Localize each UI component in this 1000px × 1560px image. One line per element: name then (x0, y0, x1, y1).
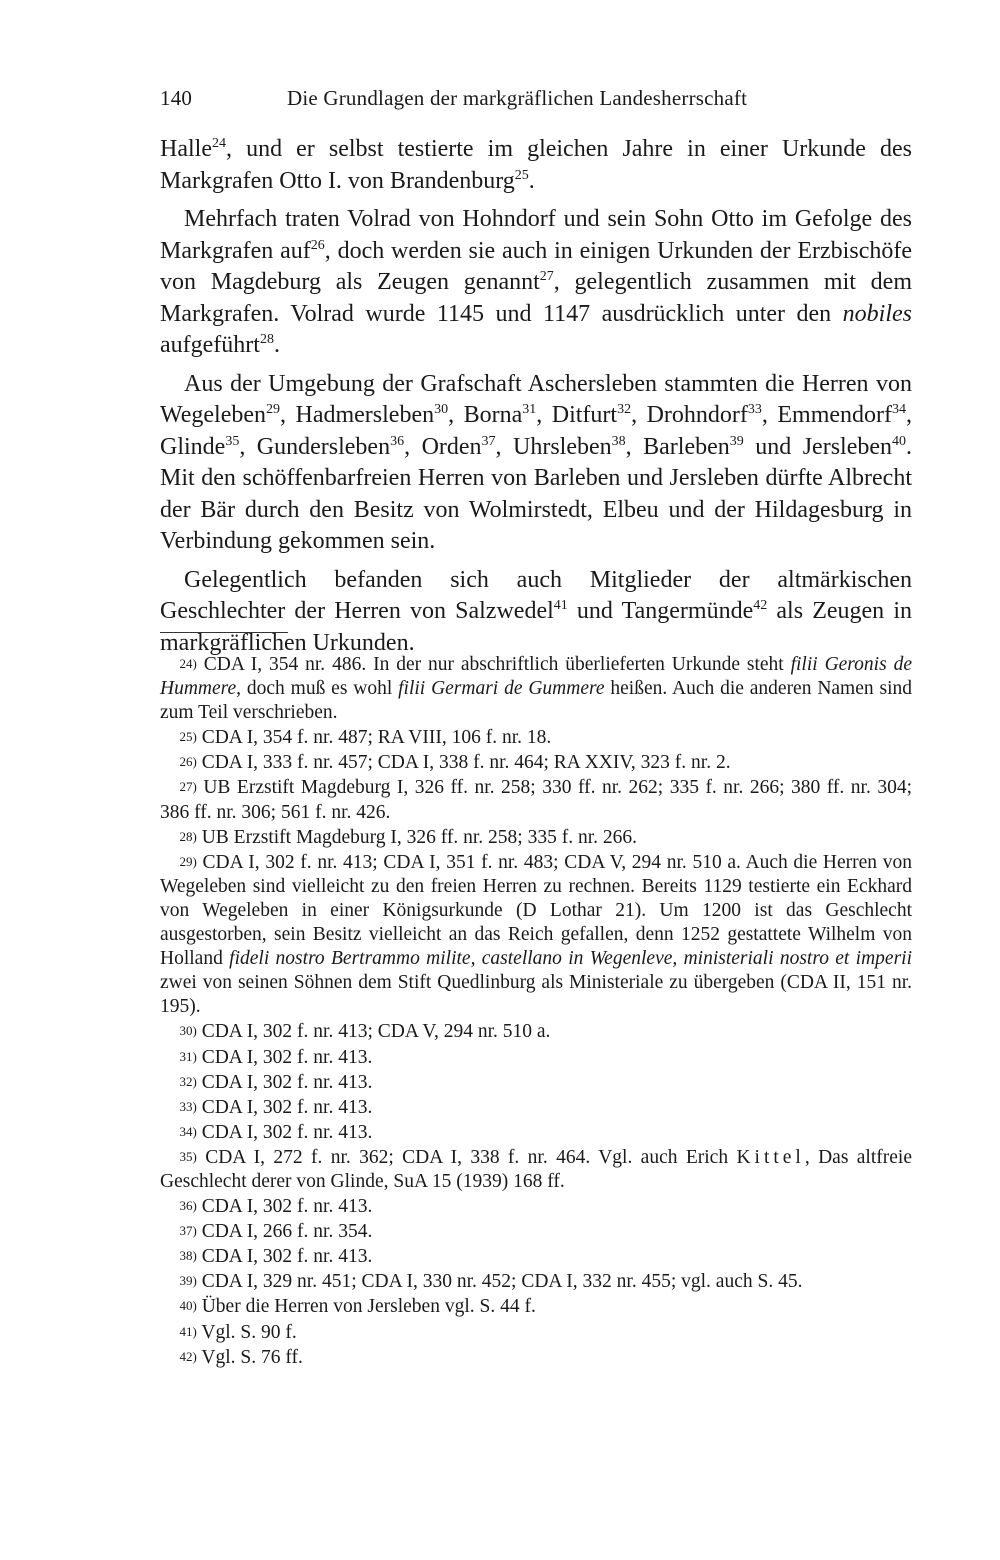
footnote-number: 41) (179, 1323, 197, 1339)
main-text (160, 134, 912, 666)
footnote (160, 725, 912, 750)
text-run: , Orden (404, 433, 482, 460)
footnote-number: 28) (179, 828, 197, 844)
text-run: , Barleben (625, 433, 730, 460)
italic-term: nobiles (842, 300, 912, 327)
footnote-ref: 28 (259, 332, 274, 347)
footnote-number: 34) (179, 1123, 197, 1139)
footnote-number: 33) (179, 1098, 197, 1114)
footnote (160, 825, 912, 850)
text-run: CDA I, 266 f. nr. 354. (196, 1221, 373, 1243)
footnote-number: 42) (179, 1348, 197, 1364)
text-run: , Uhrsleben (495, 433, 612, 460)
text-run: , Das altfreie Geschlecht derer von Glinde, SuA 15 (1939) 168 ff. (160, 1146, 912, 1192)
footnote-ref: 42 (753, 598, 768, 613)
footnote (160, 775, 912, 824)
footnote-ref: 27 (539, 269, 554, 284)
footnote-ref: 29 (266, 402, 281, 417)
text-run: , Emmendorf (761, 402, 892, 428)
footnote-number: 36) (179, 1198, 197, 1214)
text-run: CDA I, 302 f. nr. 413; CDA I, 351 f. nr. 483; CDA V, 294 nr. 510 a. Auch die Herren von Wegeleben sind vielleicht zu den freien Herren zu rechnen. Bereits 1129 testierte ein Eckhard von Wegeleben in einer Königsurkunde (D Lothar 21). Um 1200 ist das Geschlecht ausgestorben, sein Besitz vielleicht an das Reich gefallen, denn 1252 gestattete Wilhelm von Holland (160, 851, 912, 970)
footnote (160, 652, 912, 725)
text-run: doch muß es wohl (241, 678, 399, 700)
footnote-ref: 38 (611, 433, 626, 449)
text-run: heißen. Auch die anderen Namen sind zum Teil verschrieben. (160, 678, 912, 724)
text-run: Aus der Umgebung der Grafschaft Aschersleben stammten die Herren von Wegeleben (160, 370, 912, 428)
footnote-ref: 25 (514, 167, 529, 183)
text-run: und Jersleben (743, 433, 893, 460)
footnote (160, 1219, 912, 1244)
footnote-number: 40) (179, 1298, 197, 1314)
text-run: , Hadmersleben (280, 402, 435, 428)
footnote-number: 24) (179, 656, 197, 671)
paragraph (160, 565, 912, 660)
footnote-number: 25) (179, 729, 197, 745)
text-run: CDA I, 302 f. nr. 413. (196, 1246, 373, 1268)
text-run: . (528, 167, 535, 194)
italic-term: fideli nostro Bertrammo milite, castellano in Wegenleve, ministeriali nostro et imperii (229, 948, 913, 970)
footnote-ref: 40 (892, 433, 907, 449)
footnote-number: 37) (179, 1223, 197, 1239)
footnote (160, 1294, 912, 1319)
text-run: Mehrfach traten Volrad von Hohndorf und sein Sohn Otto im Gefolge des Markgrafen auf (160, 206, 912, 264)
footnotes (160, 652, 912, 1370)
text-run: CDA I, 333 f. nr. 457; CDA I, 338 f. nr. 464; RA XXIV, 323 f. nr. 2. (196, 752, 731, 774)
text-run: , Ditfurt (536, 402, 618, 428)
running-title: Die Grundlagen der markgräflichen Landesherrschaft (287, 86, 748, 110)
footnote-separator (160, 632, 288, 633)
text-run: , doch werden sie auch in einigen Urkunden der Erzbischöfe von Magdeburg als Zeugen genannt (160, 237, 912, 295)
text-run: , Gundersleben (239, 433, 391, 460)
footnote-number: 26) (179, 754, 197, 770)
paragraph (160, 204, 912, 362)
footnote (160, 1120, 912, 1145)
footnote-ref: 24 (211, 136, 226, 151)
text-run: , Borna (448, 402, 523, 428)
spaced-author-name: Kittel (736, 1146, 805, 1168)
footnote (160, 1070, 912, 1095)
footnote (160, 1244, 912, 1269)
text-run: als Zeugen in markgräflichen Urkunden. (160, 598, 913, 656)
footnote (160, 1095, 912, 1120)
text-run: CDA I, 302 f. nr. 413. (196, 1046, 373, 1068)
text-run: . Mit den schöffenbarfreien Herren von Barleben und Jersleben dürfte Albrecht der Bär durch den Besitz von Wolmirstedt, Elbeu und der Hildagesburg in Verbindung gekommen sein. (160, 433, 913, 554)
footnote-ref: 39 (729, 433, 744, 449)
text-run: CDA I, 302 f. nr. 413. (196, 1096, 373, 1118)
text-run: , Drohndorf (631, 402, 748, 428)
footnote-ref: 34 (892, 402, 906, 417)
paragraph (160, 134, 912, 197)
footnote-number: 38) (179, 1248, 197, 1264)
footnote-number: 32) (179, 1073, 197, 1089)
text-run: CDA I, 354 nr. 486. In der nur abschriftlich überlieferten Urkunde steht (196, 654, 791, 675)
page-header (160, 86, 920, 122)
text-run: Über die Herren von Jersleben vgl. S. 44 f. (196, 1296, 536, 1318)
text-run: , Glinde (160, 402, 912, 460)
text-run: zwei von seinen Söhnen dem Stift Quedlinburg als Ministeriale zu übergeben (CDA II, 151 nr. 195). (160, 972, 912, 1018)
page-number: 140 (160, 86, 193, 110)
text-run: Vgl. S. 76 ff. (196, 1346, 303, 1368)
footnote-ref: 33 (747, 402, 762, 417)
footnote-number: 30) (179, 1023, 197, 1039)
paragraph (160, 369, 912, 558)
footnote-ref: 35 (225, 433, 240, 449)
text-run: CDA I, 302 f. nr. 413. (196, 1071, 373, 1093)
italic-term: filii Geronis de Hummere, (160, 654, 912, 700)
footnote-ref: 36 (390, 433, 405, 449)
text-run: , und er selbst testierte im gleichen Jahre in einer Urkunde des Markgrafen Otto I. von Brandenburg (160, 136, 912, 194)
text-run: CDA I, 272 f. nr. 362; CDA I, 338 f. nr. 464. Vgl. auch Erich (196, 1146, 737, 1168)
footnote (160, 1345, 912, 1370)
footnote (160, 1269, 912, 1294)
text-run: CDA I, 302 f. nr. 413; CDA V, 294 nr. 510 a. (196, 1021, 551, 1043)
footnote (160, 1194, 912, 1219)
text-run: UB Erzstift Magdeburg I, 326 ff. nr. 258; 330 ff. nr. 262; 335 f. nr. 266; 380 ff. nr. 304; 386 ff. nr. 306; 561 f. nr. 426. (160, 777, 912, 823)
footnote-number: 35) (179, 1148, 197, 1164)
text-run: CDA I, 354 f. nr. 487; RA VIII, 106 f. nr. 18. (196, 727, 552, 749)
footnote-number: 39) (179, 1273, 197, 1289)
footnote-ref: 30 (434, 402, 449, 417)
footnote-ref: 31 (522, 402, 537, 417)
text-run: aufgeführt (160, 332, 260, 358)
text-run: . (273, 332, 280, 358)
text-run: , gelegentlich zusammen mit dem Markgrafen. Volrad wurde 1145 und 1147 ausdrücklich unter den (160, 269, 912, 327)
text-run: CDA I, 329 nr. 451; CDA I, 330 nr. 452; CDA I, 332 nr. 455; vgl. auch S. 45. (196, 1271, 803, 1293)
footnote (160, 1019, 912, 1044)
text-run: Vgl. S. 90 f. (196, 1321, 297, 1343)
footnote (160, 1045, 912, 1070)
text-run: CDA I, 302 f. nr. 413. (196, 1121, 373, 1143)
text-run: Gelegentlich befanden sich auch Mitglieder der altmärkischen Geschlechter der Herren von Salzwedel (160, 566, 912, 624)
footnote-number: 31) (179, 1048, 197, 1064)
italic-term: filii Germari de Gummere (398, 678, 605, 700)
footnote (160, 1320, 912, 1345)
footnote-ref: 41 (553, 598, 568, 613)
text-run: UB Erzstift Magdeburg I, 326 ff. nr. 258; 335 f. nr. 266. (196, 826, 637, 848)
text-run: und Tangermünde (567, 598, 754, 624)
footnote-ref: 32 (617, 402, 632, 417)
footnote (160, 1145, 912, 1194)
text-run: CDA I, 302 f. nr. 413. (196, 1196, 373, 1218)
text-run: Halle (160, 136, 212, 162)
footnote-ref: 26 (310, 237, 325, 253)
footnote (160, 750, 912, 775)
footnote-number: 27) (179, 779, 197, 795)
footnote-number: 29) (179, 853, 197, 869)
footnote-ref: 37 (481, 433, 496, 449)
footnote (160, 850, 912, 1020)
